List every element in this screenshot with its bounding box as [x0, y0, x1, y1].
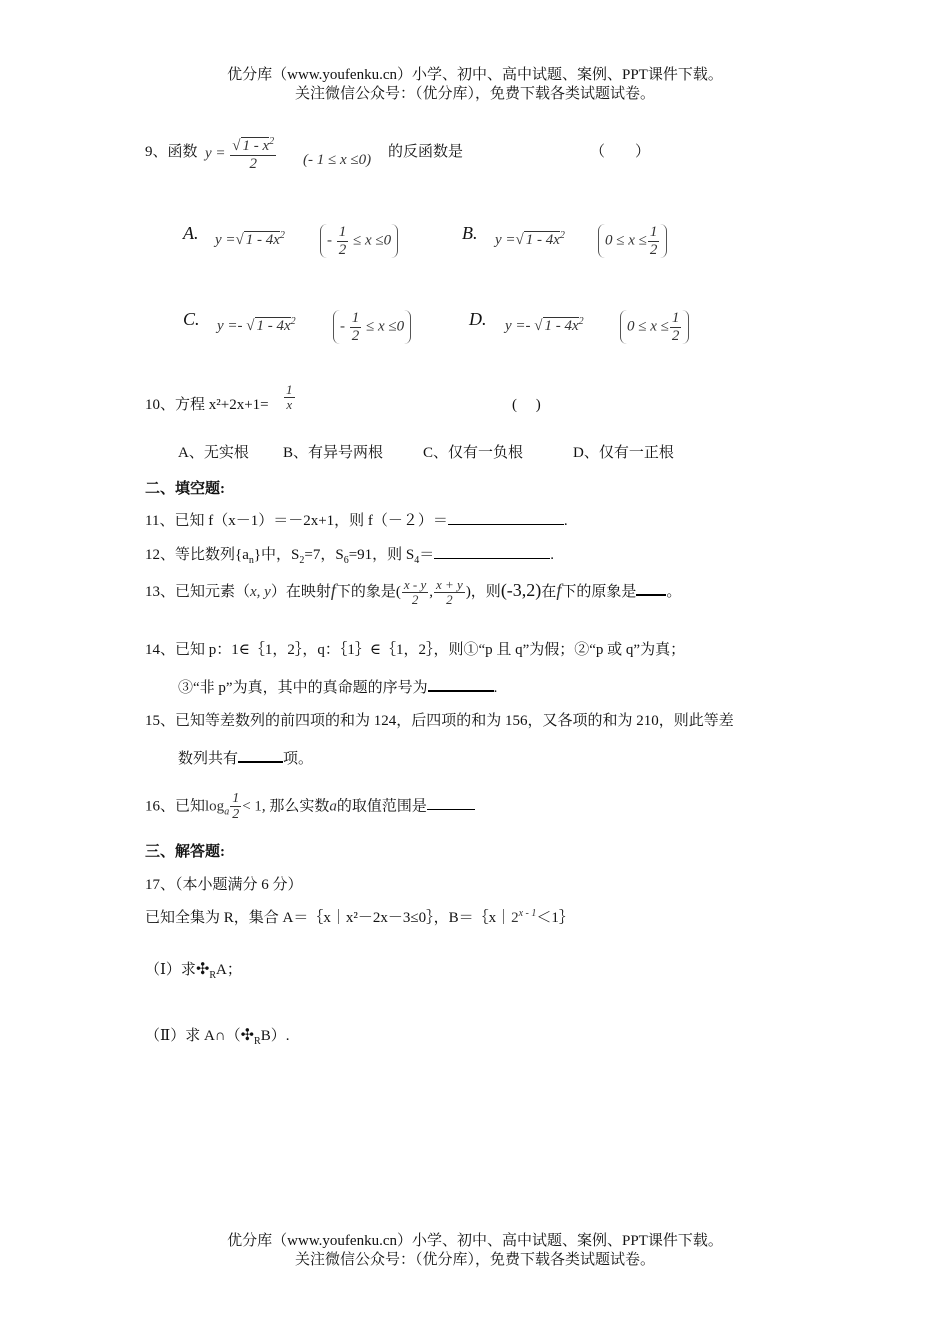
q9-radicand: 1 - x	[242, 138, 270, 154]
q9-option-c-expr: y =- √ $1 - 4x^2$	[217, 316, 296, 334]
q10-option-c: C、仅有一负根	[423, 445, 524, 461]
q15-blank[interactable]	[238, 761, 283, 763]
q9-option-a-expr: y =√ $1 - 4x^2$	[215, 230, 285, 248]
q9-option-c-range: - $\frac{1}{2}$ ≤ x ≤0	[333, 310, 411, 344]
q9-option-a-range: - $\frac{1}{2}$ ≤ x ≤0	[320, 224, 398, 258]
question-10-prefix: 10、方程 x²+2x+1=	[145, 397, 269, 413]
header-line-1: 优分库（www.youfenku.cn）小学、初中、高中试题、案例、PPT课件下载。	[227, 67, 723, 83]
q9-option-b-range: 0 ≤ x ≤ $\frac{1}{2}$	[598, 224, 667, 258]
q11-blank[interactable]	[448, 524, 564, 525]
question-9-function	[205, 136, 277, 172]
complement-icon: ✣	[240, 1027, 255, 1044]
q16-blank[interactable]	[427, 809, 475, 810]
question-10-answer-paren: ( )	[512, 397, 541, 413]
q9-denominator: 2	[249, 155, 257, 172]
section-3-heading: 三、解答题:	[145, 844, 225, 860]
header-line-2: 关注微信公众号：（优分库），免费下载各类试题试卷。	[294, 86, 655, 102]
question-12: 12、等比数列$\{a_n\}$中，$S_2=7$，$S_6=91$，则 $S_4=$ .	[145, 547, 555, 566]
question-9-answer-paren: （ ）	[590, 144, 651, 160]
q9-option-b-label: B.	[462, 223, 478, 243]
footer-line-2: 关注微信公众号：（优分库），免费下载各类试题试卷。	[294, 1252, 655, 1268]
q9-lhs: y =	[205, 145, 226, 162]
question-14-line-1: 14、已知 p：1∈｛1，2｝，q：｛1｝∈｛1，2｝，则①“p 且 q”为假；②“p 或 q”为真；	[145, 642, 686, 658]
question-14-line-2: ③“非 p”为真，其中的真命题的序号为 .	[178, 680, 498, 696]
question-9-suffix: 的反函数是	[388, 144, 464, 160]
q9-option-d-expr: y =- √ $1 - 4x^2$	[505, 316, 584, 334]
question-11: 11、已知 f（x－1）＝－2x+1，则 f（－２）＝ .	[145, 513, 568, 529]
question-10-fraction: $\frac{1}{x}$	[286, 382, 293, 413]
q13-blank[interactable]	[636, 594, 666, 596]
q10-option-d: D、仅有一正根	[573, 445, 674, 461]
question-17-part-2: （Ⅱ）求 $A\cap(✣_RB)$.	[145, 1027, 290, 1047]
question-15-line-1: 15、已知等差数列的前四项的和为 124，后四项的和为 156，又各项的和为 210，则此等差	[145, 713, 734, 729]
question-13: 13、已知元素（x, y）在映射f下的象是( $\frac{x - y}{2}$ , $\frac{x + y}{2}$ )，则(-3,2)在f下的原象是 。	[145, 577, 682, 608]
question-9-domain: (- 1 ≤ x ≤0)	[303, 152, 372, 168]
q10-option-b: B、有异号两根	[283, 445, 384, 461]
q9-option-d-range: 0 ≤ x ≤ $\frac{1}{2}$	[620, 310, 689, 344]
section-2-heading: 二、填空题:	[145, 481, 225, 497]
q9-fraction: $\frac{√ 1 - x^2}{2}$	[232, 136, 275, 172]
complement-icon: ✣	[195, 961, 210, 978]
q9-option-d-label: D.	[469, 309, 487, 329]
footer-line-1: 优分库（www.youfenku.cn）小学、初中、高中试题、案例、PPT课件下载。	[227, 1233, 723, 1249]
q14-blank[interactable]	[428, 690, 494, 692]
question-16: 16、已知$\log_a$ $\frac{1}{2}$ < 1, 那么实数a的取值范围是	[145, 791, 475, 823]
q9-option-a-label: A.	[183, 223, 199, 243]
question-17-title: 17、（本小题满分 6 分）	[145, 877, 303, 893]
q12-blank[interactable]	[434, 558, 550, 559]
q10-option-a: A、无实根	[178, 445, 249, 461]
question-17-part-1: （Ⅰ）求$✣_RA$；	[145, 961, 242, 981]
question-15-line-2: 数列共有 项。	[178, 751, 314, 767]
q9-option-b-expr: y =√ $1 - 4x^2$	[495, 230, 565, 248]
question-17-statement: 已知全集为 R，集合 A＝｛x｜x²－2x－3≤0｝，$B=\{x|2^{x - 1}<1\}$	[145, 908, 574, 926]
q9-option-c-label: C.	[183, 309, 200, 329]
question-9-prefix: 9、函数	[145, 144, 198, 160]
